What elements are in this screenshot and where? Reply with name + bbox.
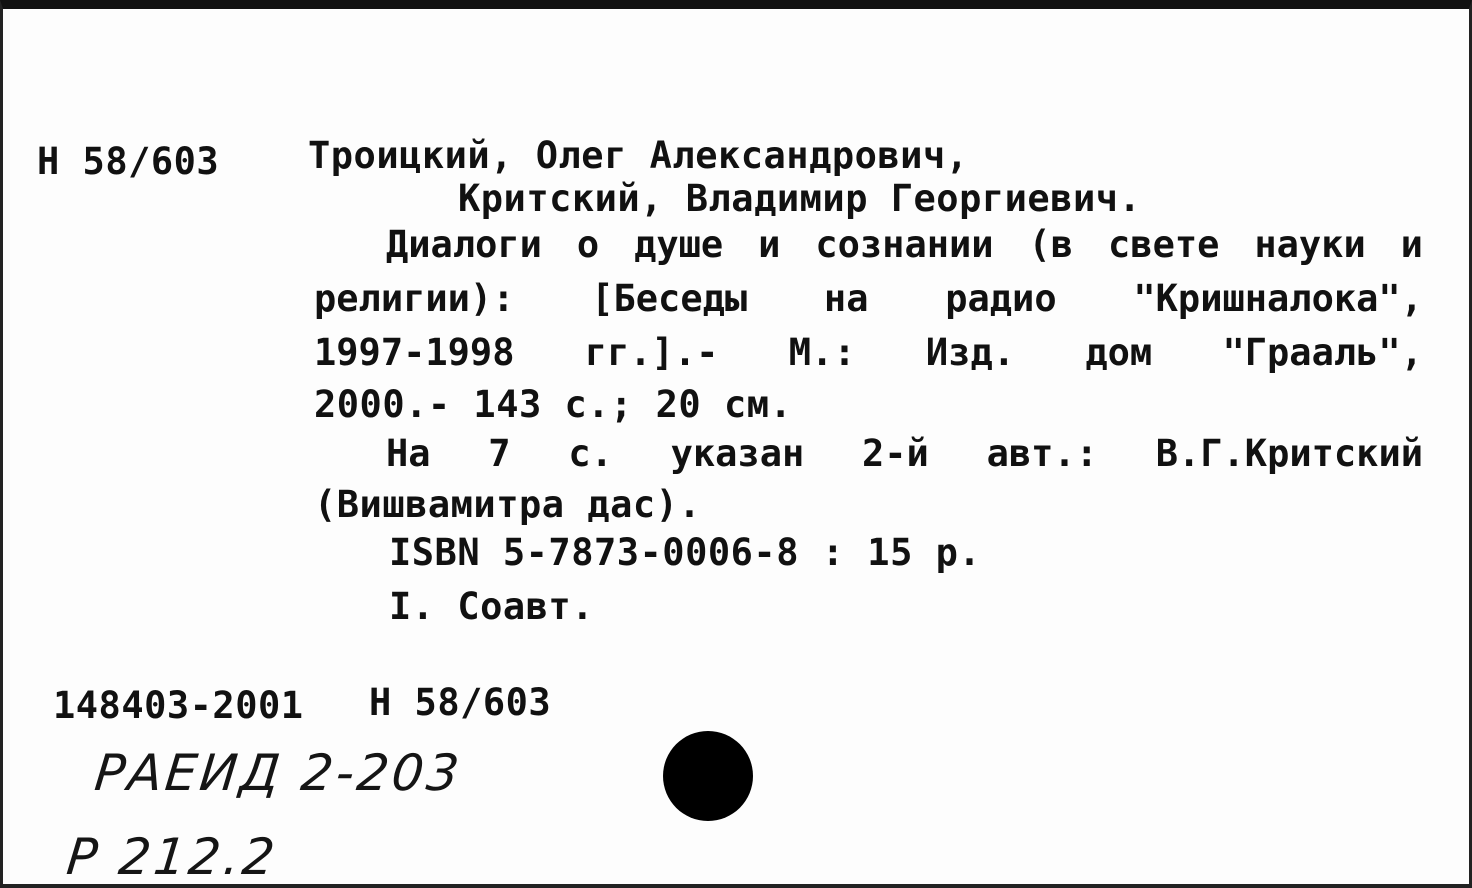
word: радио — [945, 277, 1057, 320]
note-line-2: (Вишвамитра дас). — [314, 483, 702, 526]
word: душе — [634, 223, 724, 266]
word: гг.].- — [584, 331, 719, 374]
word: науки — [1254, 223, 1366, 266]
word: [Беседы — [591, 277, 748, 320]
word: авт.: — [986, 432, 1098, 475]
title-line-2 — [314, 277, 1423, 321]
word: сознании — [815, 223, 994, 266]
record-number: 148403-2001 — [53, 684, 304, 727]
word: Диалоги — [386, 223, 542, 266]
word: "Грааль", — [1222, 331, 1423, 374]
word: религии): — [314, 277, 515, 320]
note-line-1 — [386, 432, 1423, 476]
word: и — [1400, 223, 1423, 266]
isbn-line: ISBN 5-7873-0006-8 : 15 р. — [389, 531, 982, 574]
word: 2-й — [862, 432, 929, 475]
word: дом — [1085, 331, 1153, 374]
word: о — [576, 223, 600, 266]
author-primary: Троицкий, Олег Александрович, — [308, 134, 969, 177]
handwritten-code-2: Р 212.2 — [63, 828, 281, 886]
word: "Кришналока", — [1133, 277, 1423, 320]
footer-call-number: Н 58/603 — [369, 681, 552, 724]
word: 1997-1998 — [314, 331, 515, 374]
tracing-line: I. Соавт. — [389, 585, 594, 628]
word: (в — [1028, 223, 1074, 266]
word: Изд. — [925, 331, 1016, 374]
handwritten-code-1: РАЕИД 2-203 — [91, 744, 465, 802]
call-number: Н 58/603 — [37, 140, 220, 183]
word: указан — [670, 432, 805, 475]
punch-hole — [663, 731, 753, 821]
title-line-3 — [314, 331, 1423, 375]
word: М.: — [788, 331, 856, 374]
author-secondary: Критский, Владимир Георгиевич. — [458, 177, 1142, 220]
title-line-4: 2000.- 143 с.; 20 см. — [314, 383, 793, 426]
word: свете — [1108, 223, 1220, 266]
word: В.Г.Критский — [1155, 432, 1423, 475]
word: на — [823, 277, 869, 320]
word: На — [386, 432, 431, 475]
word: с. — [568, 432, 613, 475]
title-line-1 — [386, 223, 1423, 267]
word: и — [758, 223, 781, 266]
word: 7 — [488, 432, 511, 475]
